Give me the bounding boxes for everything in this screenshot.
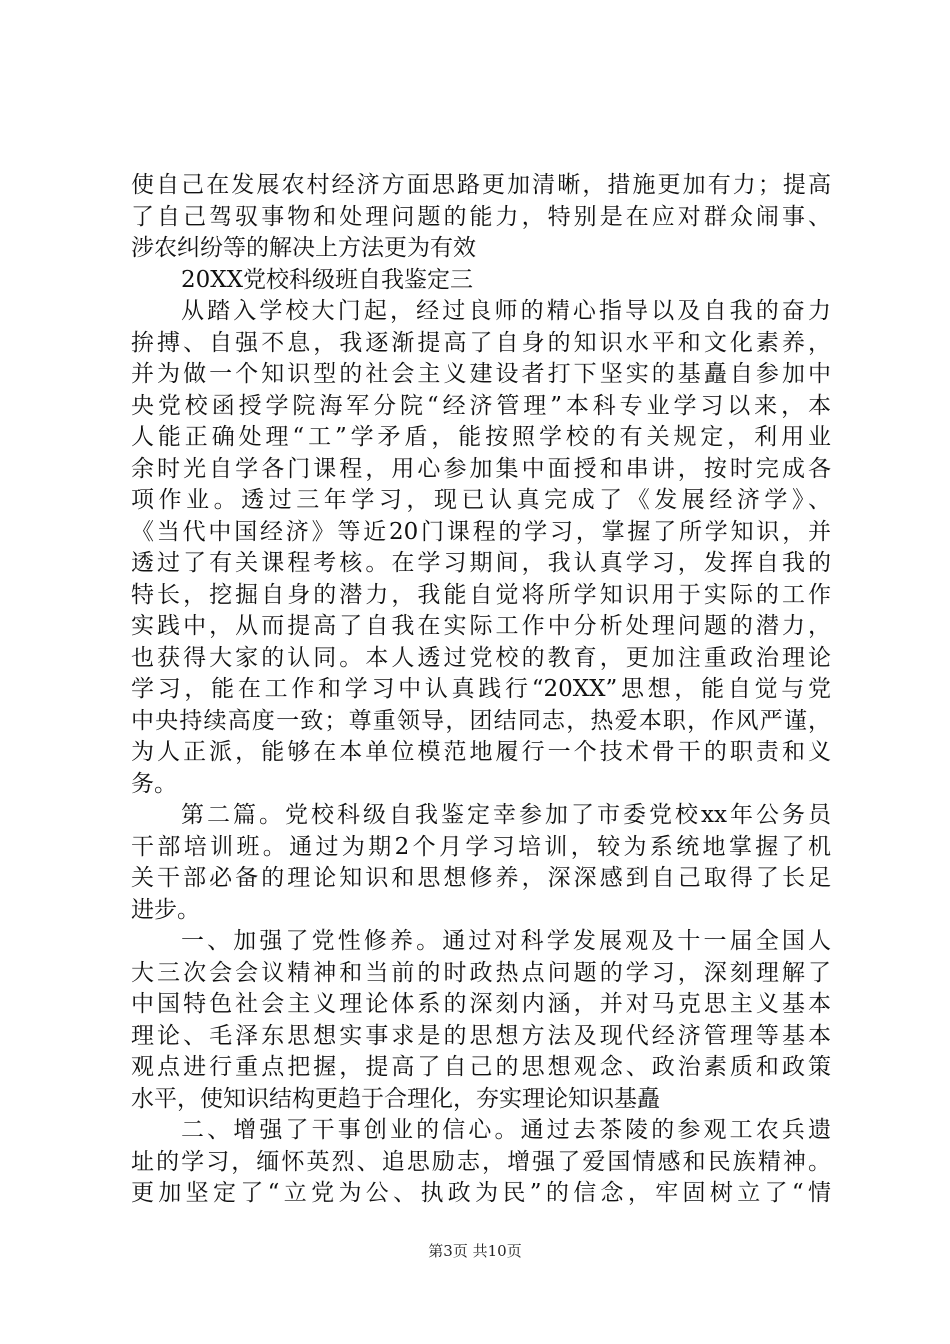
text-line: 关干部必备的理论知识和思想修养，深深感到自己取得了长足: [131, 865, 831, 891]
text-line: 址的学习，缅怀英烈、追思励志，增强了爱国情感和民族精神。: [131, 1148, 831, 1175]
text-line: 项作业。透过三年学习，现已认真完成了《发展经济学》、: [131, 487, 831, 513]
text-line: 第二篇。党校科级自我鉴定幸参加了市委党校xx年公务员: [181, 802, 831, 828]
document-body: [131, 170, 831, 1210]
text-line: 中央持续高度一致；尊重领导，团结同志，热爱本职，作风严谨，: [131, 707, 831, 734]
text-line: 为人正派，能够在本单位模范地履行一个技术骨干的职责和义: [131, 739, 831, 765]
text-line: 二、增强了干事创业的信心。通过去茶陵的参观工农兵遗: [181, 1117, 831, 1143]
text-line: 特长，挖掘自身的潜力，我能自觉将所学知识用于实际的工作: [131, 581, 831, 608]
text-line: 进步。: [131, 896, 200, 923]
text-line: 使自己在发展农村经济方面思路更加清晰，措施更加有力；提高: [131, 172, 831, 198]
text-line: 更加坚定了“立党为公、执政为民”的信念，牢固树立了“情: [131, 1180, 831, 1206]
text-line: 人能正确处理“工”学矛盾，能按照学校的有关规定，利用业: [131, 424, 831, 450]
text-line: 了自己驾驭事物和处理问题的能力，特别是在应对群众闹事、: [131, 203, 831, 230]
text-line: 观点进行重点把握，提高了自己的思想观念、政治素质和政策: [131, 1054, 831, 1080]
text-line: 20XX党校科级班自我鉴定三: [181, 266, 474, 293]
text-line: 水平，使知识结构更趋于合理化，夯实理论知识基矗: [131, 1085, 660, 1112]
text-line: 中国特色社会主义理论体系的深刻内涵，并对马克思主义基本: [131, 991, 831, 1017]
text-line: 理论、毛泽东思想实事求是的思想方法及现代经济管理等基本: [131, 1022, 831, 1049]
text-line: 透过了有关课程考核。在学习期间，我认真学习，发挥自我的: [131, 550, 831, 576]
text-line: 大三次会会议精神和当前的时政热点问题的学习，深刻理解了: [131, 959, 831, 986]
text-line: 务。: [131, 770, 177, 797]
text-line: 并为做一个知识型的社会主义建设者打下坚实的基矗自参加中: [131, 361, 831, 387]
text-line: 《当代中国经济》等近20门课程的学习，掌握了所学知识，并: [131, 518, 831, 545]
text-line: 一、加强了党性修养。通过对科学发展观及十一届全国人: [181, 928, 831, 954]
text-line: 余时光自学各门课程，用心参加集中面授和串讲，按时完成各: [131, 455, 831, 482]
text-line: 实践中，从而提高了自我在实际工作中分析处理问题的潜力，: [131, 613, 831, 639]
text-line: 涉农纠纷等的解决上方法更为有效: [131, 235, 476, 261]
text-line: 从踏入学校大门起，经过良师的精心指导以及自我的奋力: [181, 298, 831, 324]
text-line: 也获得大家的认同。本人透过党校的教育，更加注重政治理论: [131, 644, 831, 671]
text-line: 央党校函授学院海军分院“经济管理”本科专业学习以来，本: [131, 392, 831, 419]
text-line: 干部培训班。通过为期2个月学习培训，较为系统地掌握了机: [131, 833, 831, 860]
text-line: 拚搏、自强不息，我逐渐提高了自身的知识水平和文化素养，: [131, 329, 831, 356]
text-line: 学习，能在工作和学习中认真践行“20XX”思想，能自觉与党: [131, 676, 831, 702]
page-footer: 第3页 共10页: [428, 1242, 522, 1260]
